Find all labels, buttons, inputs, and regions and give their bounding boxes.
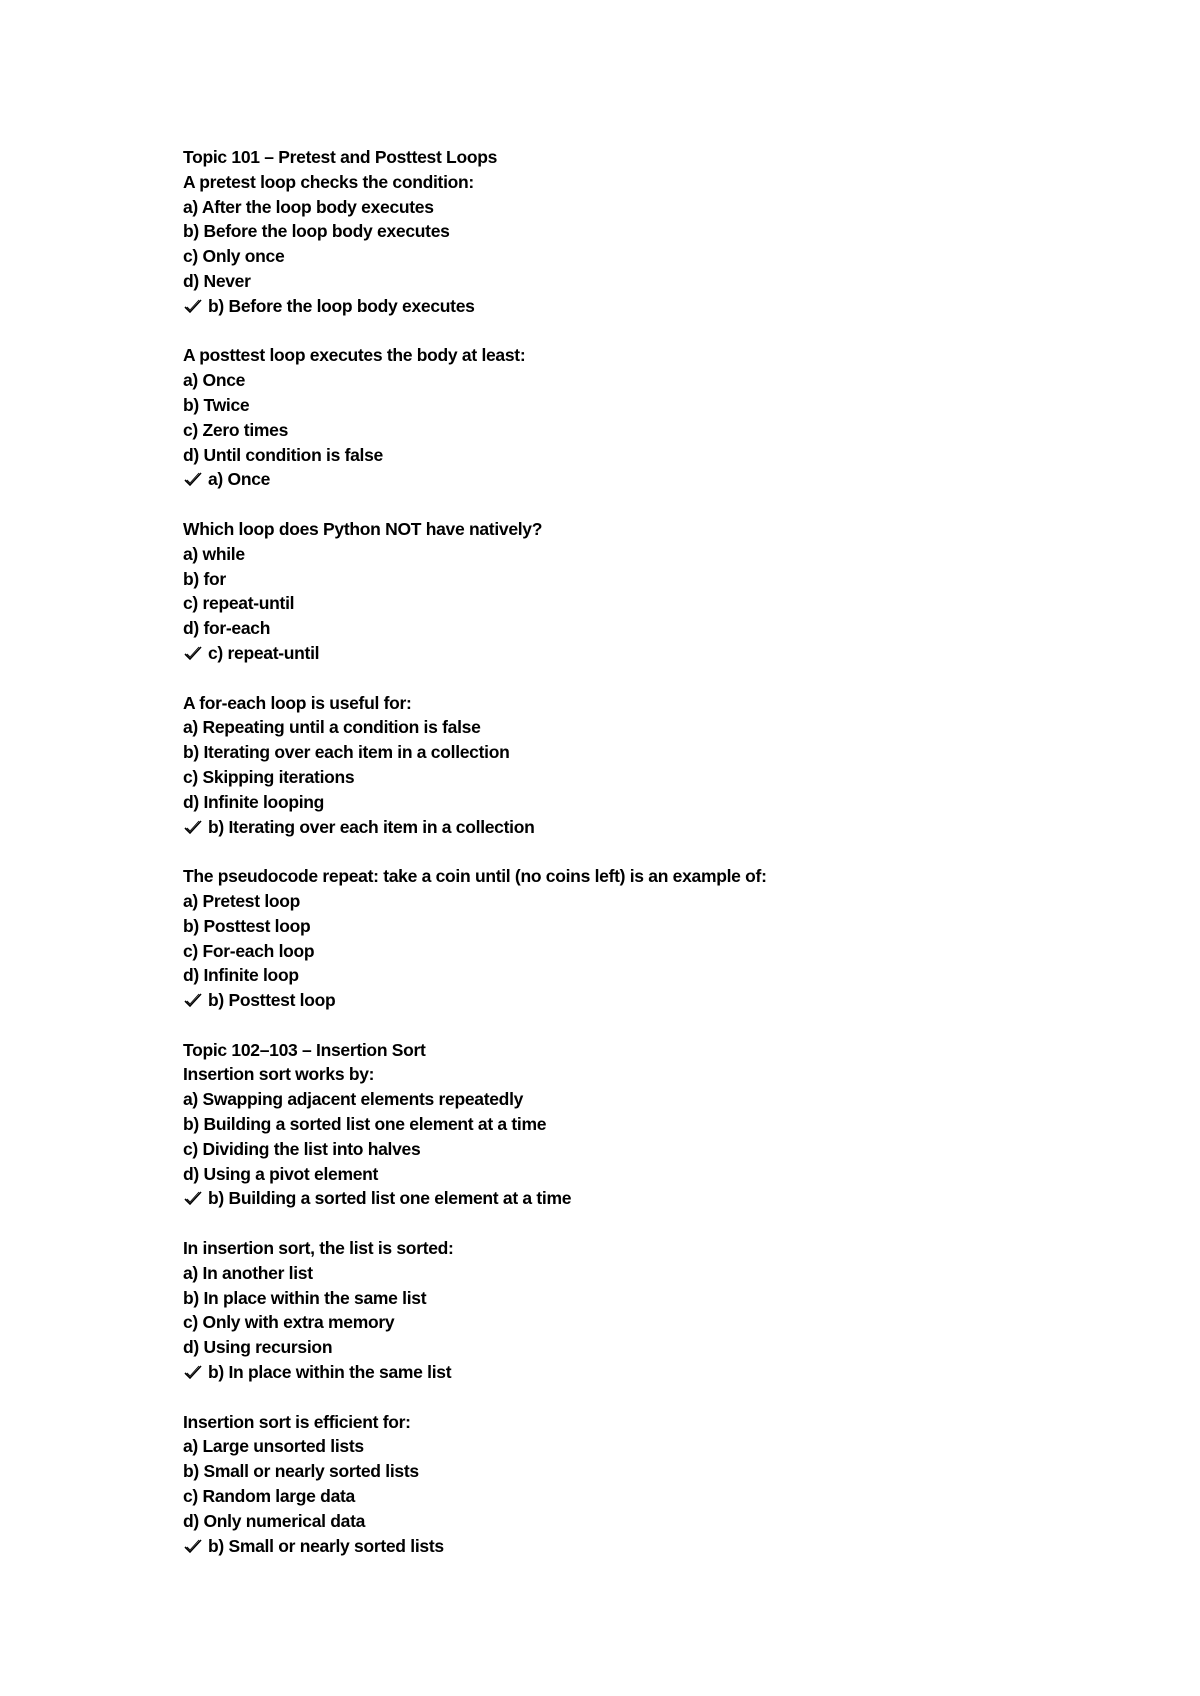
- answer-option: c) Only with extra memory: [183, 1312, 395, 1333]
- topic-heading: Topic 102–103 – Insertion Sort: [183, 1039, 426, 1060]
- correct-answer-text: b) Iterating over each item in a collection: [208, 816, 535, 837]
- question-block: [183, 343, 1143, 492]
- answer-option: c) repeat-until: [183, 593, 295, 614]
- block-spacer: [183, 1013, 1143, 1038]
- block-spacer: [183, 492, 1143, 517]
- answer-option: d) Only numerical data: [183, 1510, 366, 1531]
- correct-answer-text: b) In place within the same list: [208, 1362, 452, 1383]
- question-block: [183, 517, 1143, 666]
- answer-option: c) Only once: [183, 246, 285, 267]
- answer-option: a) Pretest loop: [183, 890, 301, 911]
- answer-option: b) Iterating over each item in a collection: [183, 742, 510, 763]
- question-block: [183, 691, 1143, 840]
- answer-option: b) Small or nearly sorted lists: [183, 1461, 419, 1482]
- answer-option: c) Random large data: [183, 1486, 355, 1507]
- checkmark-icon: [183, 295, 205, 320]
- question-text: A pretest loop checks the condition:: [183, 171, 474, 192]
- answer-option: d) for-each: [183, 618, 271, 639]
- correct-answer-text: b) Before the loop body executes: [208, 295, 475, 316]
- answer-option: c) For-each loop: [183, 940, 315, 961]
- checkmark-icon: [183, 468, 205, 493]
- correct-answer-text: b) Building a sorted list one element at a time: [208, 1188, 572, 1209]
- answer-option: d) Never: [183, 270, 251, 291]
- checkmark-icon: [183, 1361, 205, 1386]
- answer-option: c) Skipping iterations: [183, 766, 355, 787]
- question-text: The pseudocode repeat: take a coin until (no coins left) is an example of:: [183, 866, 767, 887]
- correct-answer: [183, 988, 1143, 1013]
- correct-answer-text: a) Once: [208, 469, 271, 490]
- topic-heading: Topic 101 – Pretest and Posttest Loops: [183, 147, 498, 167]
- quiz-content: [183, 145, 1143, 1558]
- question-block: [183, 1236, 1143, 1385]
- block-spacer: [183, 319, 1143, 344]
- checkmark-icon: [183, 642, 205, 667]
- question-text: Which loop does Python NOT have natively?: [183, 518, 543, 539]
- correct-answer-text: b) Small or nearly sorted lists: [208, 1535, 444, 1556]
- answer-option: d) Using a pivot element: [183, 1163, 379, 1184]
- answer-option: b) In place within the same list: [183, 1287, 427, 1308]
- answer-option: a) After the loop body executes: [183, 196, 434, 217]
- correct-answer: [183, 1534, 1143, 1559]
- checkmark-icon: [183, 1187, 205, 1212]
- question-text: In insertion sort, the list is sorted:: [183, 1238, 454, 1259]
- question-text: Insertion sort is efficient for:: [183, 1411, 411, 1432]
- question-text: A for-each loop is useful for:: [183, 692, 412, 713]
- correct-answer: [183, 467, 1143, 492]
- checkmark-icon: [183, 816, 205, 841]
- block-spacer: [183, 839, 1143, 864]
- answer-option: a) Repeating until a condition is false: [183, 717, 481, 738]
- answer-option: b) for: [183, 568, 226, 589]
- answer-option: d) Infinite looping: [183, 791, 325, 812]
- answer-option: a) Once: [183, 370, 246, 391]
- question-text: Insertion sort works by:: [183, 1064, 375, 1085]
- answer-option: a) while: [183, 543, 245, 564]
- correct-answer: [183, 815, 1143, 840]
- block-spacer: [183, 1211, 1143, 1236]
- answer-option: d) Infinite loop: [183, 965, 299, 986]
- block-spacer: [183, 1385, 1143, 1410]
- answer-option: c) Zero times: [183, 419, 289, 440]
- answer-option: a) Swapping adjacent elements repeatedly: [183, 1089, 524, 1110]
- answer-option: b) Building a sorted list one element at a time: [183, 1114, 547, 1135]
- answer-option: d) Until condition is false: [183, 444, 383, 465]
- question-block: [183, 145, 1143, 319]
- checkmark-icon: [183, 1535, 205, 1560]
- answer-option: a) Large unsorted lists: [183, 1436, 364, 1457]
- question-block: [183, 1038, 1143, 1212]
- correct-answer: [183, 1360, 1143, 1385]
- question-block: [183, 1410, 1143, 1559]
- answer-option: b) Before the loop body executes: [183, 221, 450, 242]
- question-block: [183, 864, 1143, 1013]
- checkmark-icon: [183, 989, 205, 1014]
- correct-answer: [183, 294, 1143, 319]
- correct-answer-text: c) repeat-until: [208, 642, 320, 663]
- correct-answer: [183, 1186, 1143, 1211]
- answer-option: d) Using recursion: [183, 1337, 333, 1358]
- answer-option: a) In another list: [183, 1262, 313, 1283]
- answer-option: b) Twice: [183, 394, 250, 415]
- block-spacer: [183, 666, 1143, 691]
- correct-answer: [183, 641, 1143, 666]
- answer-option: c) Dividing the list into halves: [183, 1138, 421, 1159]
- question-text: A posttest loop executes the body at least:: [183, 345, 526, 366]
- answer-option: b) Posttest loop: [183, 915, 311, 936]
- correct-answer-text: b) Posttest loop: [208, 990, 336, 1011]
